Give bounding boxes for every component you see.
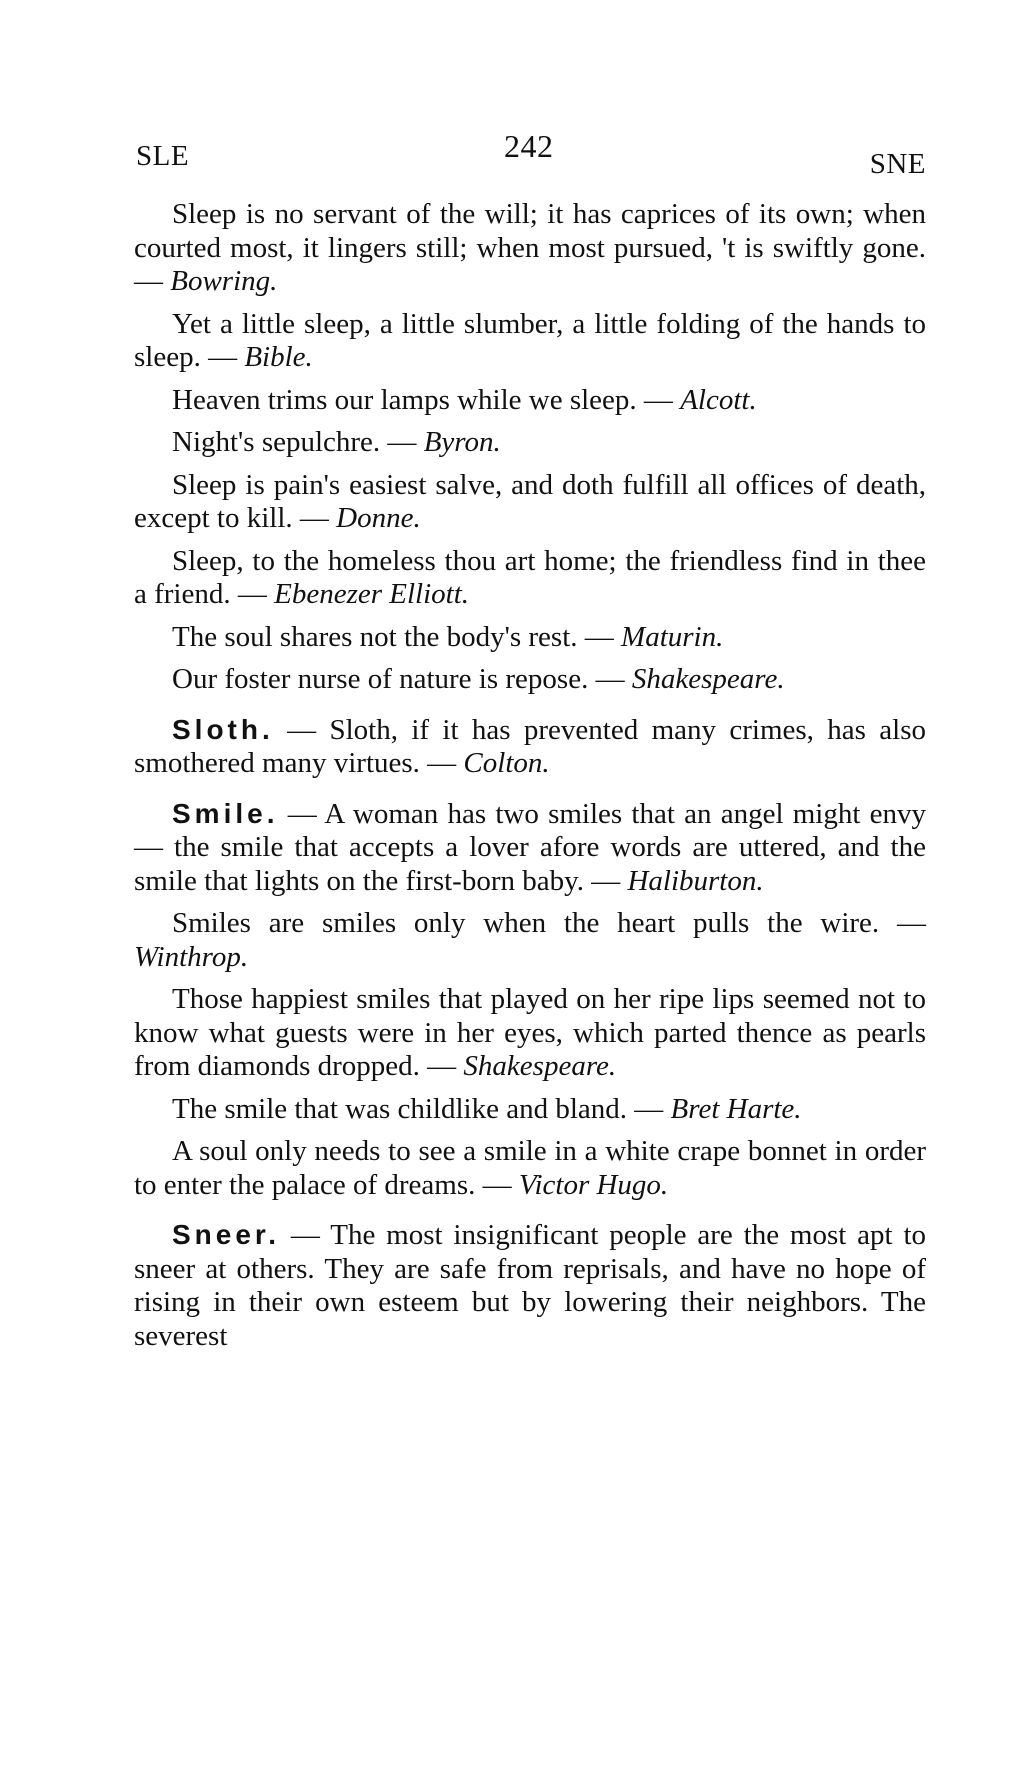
quotation-paragraph: Heaven trims our lamps while we sleep. — Alcott. [172, 383, 757, 416]
header-left-guide-word: SLE [136, 140, 190, 172]
quotation-paragraph: Smiles are smiles only when the heart pulls the wire. — Winthrop. [134, 907, 926, 973]
quotation-author: Bowring. [170, 265, 278, 297]
quotation-paragraph: Night's sepulchre. — Byron. [172, 426, 501, 458]
quotation-author: Shakespeare. [463, 1050, 617, 1082]
quotation-author: Colton. [463, 747, 550, 779]
quotation-author: Donne. [336, 502, 421, 534]
quotation-paragraph: The soul shares not the body's rest. — Maturin. [172, 620, 724, 653]
quotation-author: Maturin. [621, 620, 724, 653]
quotation-author: Alcott. [680, 383, 757, 416]
topic-paragraph: Sneer. — The most insignificant people are the most apt to sneer at others. They are safe from reprisals, and have no hope of rising in their own esteem but by lowering their neighbors. The severest [134, 1219, 926, 1352]
quotation-paragraph: Sleep is pain's easiest salve, and doth fulfill all offices of death, except to kill. — Donne. [134, 468, 926, 534]
page-number: 242 [504, 128, 554, 164]
quotation-author: Winthrop. [134, 940, 249, 973]
quotation-paragraph: Yet a little sleep, a little slumber, a little folding of the hands to sleep. — Bible. [134, 307, 926, 373]
header-right-guide-word: SNE [869, 148, 926, 180]
quotation-paragraph: Sleep, to the homeless thou art home; the friendless find in thee a friend. — Ebenezer Elliott. [134, 544, 926, 610]
quotation-paragraph: Sleep is no servant of the will; it has caprices of its own; when courted most, it lingers still; when most pursued, 't is swiftly gone. — Bowring. [134, 198, 926, 297]
book-page [134, 128, 926, 1362]
quotation-author: Bret Harte. [670, 1092, 802, 1125]
quotation-paragraph: The smile that was childlike and bland. — Bret Harte. [172, 1092, 802, 1125]
topic-paragraph: Sloth. — Sloth, if it has prevented many crimes, has also smothered many virtues. — Colton. [134, 713, 926, 779]
quotation-author: Haliburton. [627, 864, 764, 897]
topic-heading: Sneer. [172, 1219, 281, 1250]
quotation-author: Bible. [244, 341, 313, 373]
quotation-author: Shakespeare. [631, 663, 785, 695]
quotation-paragraph: Our foster nurse of nature is repose. — Shakespeare. [172, 663, 785, 695]
quotation-author: Victor Hugo. [518, 1168, 669, 1201]
quotation-author: Ebenezer Elliott. [274, 578, 470, 610]
quotation-author: Byron. [423, 426, 501, 458]
quotation-list [134, 198, 926, 1353]
quotation-paragraph: Those happiest smiles that played on her ripe lips seemed not to know what guests were in her eyes, which parted thence as pearls from diamonds dropped. — Shakespeare. [134, 983, 926, 1082]
running-head [134, 128, 926, 180]
quotation-paragraph: A soul only needs to see a smile in a white crape bonnet in order to enter the palace of dreams. — Victor Hugo. [134, 1135, 926, 1201]
topic-heading: Smile. [172, 797, 279, 829]
topic-paragraph: Smile. — A woman has two smiles that an angel might envy — the smile that accepts a lover afore words are uttered, and the smile that lights on the first-born baby. — Haliburton. [134, 797, 926, 897]
topic-heading: Sloth. [172, 713, 274, 745]
